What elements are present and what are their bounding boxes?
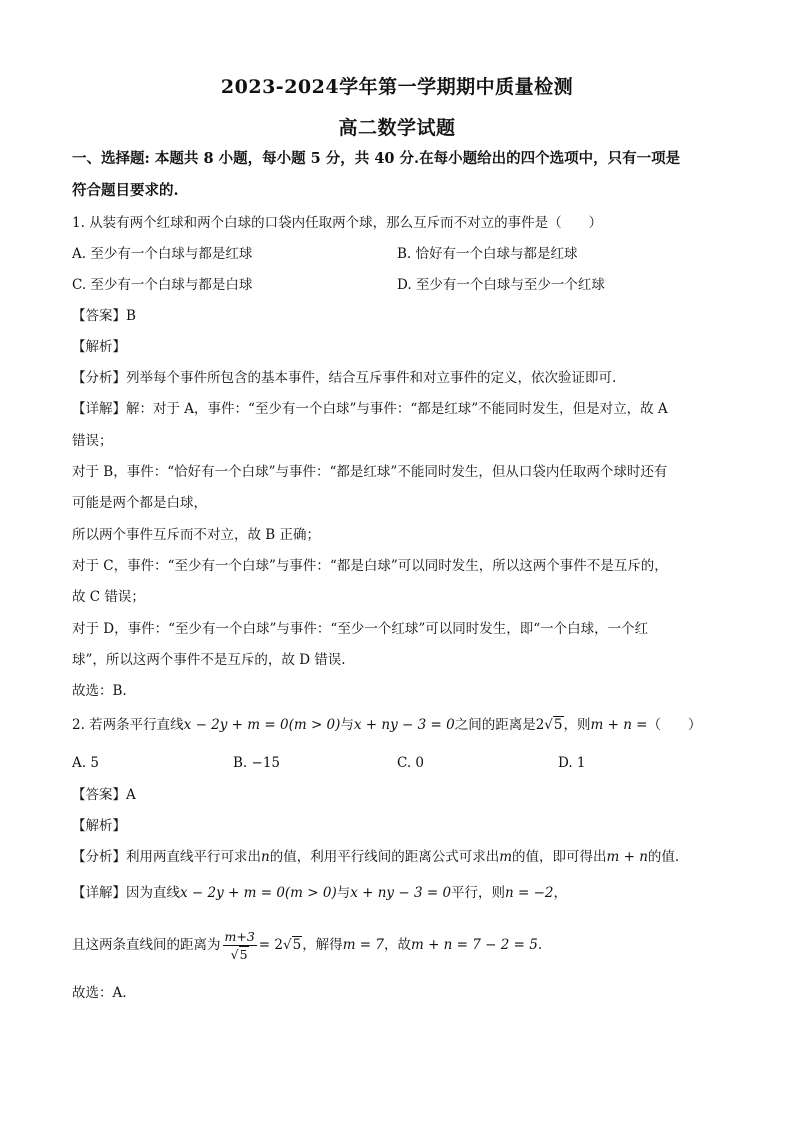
q2-detail-line2: x + ny − 3 = 0 — [350, 885, 452, 901]
q1-stem: 1. 从装有两个红球和两个白球的口袋内任取两个球，那么互斥而不对立的事件是（ ） — [72, 215, 603, 231]
q2-calc-prefix: 且这两条直线间的距离为 — [72, 937, 221, 953]
q2-calc-end: . — [537, 937, 543, 953]
q1-detail-line: 【详解】解：对于 A，事件：“至少有一个白球”与事件：“都是红球”不能同时发生，但是对立，故 A — [72, 401, 668, 417]
q2-calc-mid: ，解得 — [302, 937, 343, 953]
q1-choose: 故选：B. — [72, 683, 127, 699]
q2-detail-line1: x − 2y + m = 0 — [180, 885, 285, 901]
q2-detail — [72, 884, 567, 902]
q2-option-c: C. 0 — [397, 755, 425, 771]
q2-choose: 故选：A. — [72, 985, 127, 1001]
q2-jiexi: 【解析】 — [72, 818, 126, 834]
section-heading-line2: 符合题目要求的. — [72, 182, 179, 199]
q2-calc-radicand: 5 — [292, 937, 302, 953]
q2-detail-mid: 与 — [336, 885, 351, 901]
q2-calc-mid2: ，故 — [383, 937, 411, 953]
q2-fenxi — [72, 848, 679, 866]
q2-option-d: D. 1 — [558, 755, 586, 771]
q2-option-b: B. −15 — [233, 755, 280, 771]
q2-detail-end: ， — [553, 885, 568, 901]
q1-detail-line: 可能是两个都是白球， — [72, 495, 207, 511]
q2-paren: （ ） — [647, 717, 702, 733]
q1-jiexi: 【解析】 — [72, 339, 126, 355]
q2-fenxi-mn: m + n — [606, 849, 648, 865]
q2-calc — [72, 927, 542, 963]
q2-fenxi-mid2: 的值，即可得出 — [512, 849, 607, 865]
section-heading-line1: 一、选择题: 本题共 8 小题，每小题 5 分，共 40 分.在每小题给出的四个选项中，只有一项是 — [72, 150, 681, 167]
q2-detail-prefix: 【详解】因为直线 — [72, 885, 180, 901]
q2-fenxi-n: n — [261, 849, 270, 865]
q2-stem — [72, 716, 702, 734]
fraction-denominator — [223, 946, 257, 962]
distance-fraction — [223, 929, 257, 962]
q2-stem-distance: 之间的距离是 — [454, 717, 536, 733]
q2-fenxi-end: 的值. — [647, 849, 680, 865]
q2-fenxi-m: m — [499, 849, 513, 865]
q2-stem-mid: 与 — [340, 717, 354, 733]
q2-option-a: A. 5 — [72, 755, 99, 771]
q2-fenxi-prefix: 【分析】利用两直线平行可求出 — [72, 849, 261, 865]
q1-detail-line: 球”，所以这两个事件不是互斥的，故 D 错误. — [72, 652, 346, 668]
q1-option-b: B. 恰好有一个白球与都是红球 — [397, 246, 578, 262]
q2-stem-suffix: ，则 — [563, 717, 591, 733]
q1-option-a: A. 至少有一个白球与都是红球 — [72, 246, 253, 262]
q1-fenxi: 【分析】列举每个事件所包含的基本事件，结合互斥事件和对立事件的定义，依次验证即可. — [72, 370, 617, 386]
exam-subtitle: 高二数学试题 — [338, 117, 456, 139]
q1-detail-line: 对于 C，事件：“至少有一个白球”与事件：“都是白球”可以同时发生，所以这两个事件不是互斥的， — [72, 558, 668, 574]
q2-line2-equation: x + ny − 3 = 0 — [353, 717, 455, 733]
q2-answer: 【答案】A — [72, 787, 136, 803]
q1-option-d: D. 至少有一个白球与至少一个红球 — [397, 277, 605, 293]
q2-distance-radicand: 5 — [553, 717, 563, 733]
fraction-numerator: m+3 — [224, 929, 255, 944]
q2-detail-n: n = −2 — [505, 885, 554, 901]
q2-calc-result: m + n = 7 − 2 = 5 — [410, 937, 538, 953]
sqrt-symbol: √5 — [282, 937, 302, 953]
q2-stem-prefix: 2. 若两条平行直线 — [72, 717, 184, 733]
fraction-den-radicand: 5 — [239, 947, 248, 962]
q1-detail-line: 对于 D，事件：“至少有一个白球”与事件：“至少一个红球”可以同时发生，即“一个白球，一个红 — [72, 621, 649, 637]
q2-condition: (m > 0) — [288, 717, 341, 733]
q2-distance-coef: 2 — [535, 717, 545, 733]
sqrt-symbol: √5 — [230, 947, 248, 962]
q2-detail-mid2: 平行，则 — [451, 885, 506, 901]
q1-detail-line: 故 C 错误； — [72, 589, 145, 605]
q1-detail-line: 错误； — [72, 433, 113, 449]
q2-calc-m: m = 7 — [342, 937, 384, 953]
q2-fenxi-mid: 的值，利用平行线间的距离公式可求出 — [269, 849, 500, 865]
q1-detail-line: 对于 B，事件：“恰好有一个白球”与事件：“都是红球”不能同时发生，但从口袋内任取两个球时还有 — [72, 464, 668, 480]
q1-detail-line: 所以两个事件互斥而不对立，故 B 正确； — [72, 527, 321, 543]
q2-target: m + n = — [590, 717, 648, 733]
q2-detail-cond: (m > 0) — [284, 885, 337, 901]
q2-line1-equation: x − 2y + m = 0 — [183, 717, 289, 733]
q1-answer: 【答案】B — [72, 308, 136, 324]
q2-calc-eq: = 2 — [258, 937, 283, 953]
sqrt-symbol: √5 — [544, 717, 563, 733]
q1-option-c: C. 至少有一个白球与都是白球 — [72, 277, 253, 293]
exam-title: 2023-2024学年第一学期期中质量检测 — [220, 76, 574, 98]
